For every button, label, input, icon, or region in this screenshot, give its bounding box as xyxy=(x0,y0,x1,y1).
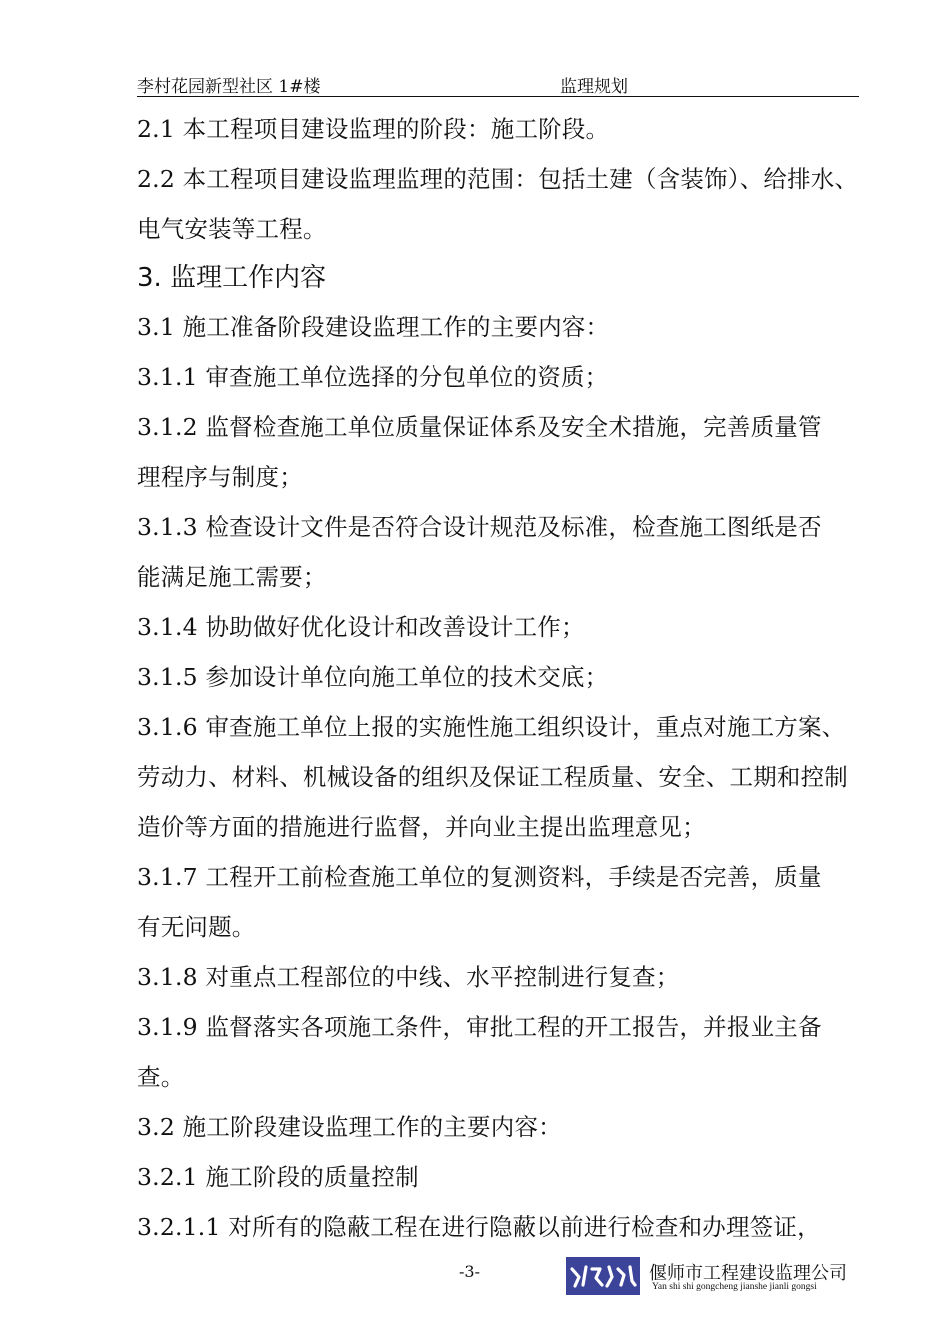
paragraph-line: 查。 xyxy=(137,1063,185,1091)
paragraph-line: 造价等方面的措施进行监督，并向业主提出监理意见； xyxy=(137,813,706,841)
paragraph-line: 3.2.1 施工阶段的质量控制 xyxy=(137,1163,419,1191)
document-body xyxy=(137,104,872,1252)
company-logo-mark-icon xyxy=(566,1257,640,1295)
paragraph-line: 能满足施工需要； xyxy=(137,563,327,591)
paragraph-line: 3.2 施工阶段建设监理工作的主要内容： xyxy=(137,1113,562,1141)
page-number: -3- xyxy=(459,1262,480,1281)
paragraph-line: 3.1.8 对重点工程部位的中线、水平控制进行复查； xyxy=(137,963,680,991)
page-header xyxy=(137,70,859,98)
paragraph-line: 3.1.3 检查设计文件是否符合设计规范及标准，检查施工图纸是否 xyxy=(137,513,822,541)
paragraph-line: 2.2 本工程项目建设监理监理的范围：包括土建（含装饰）、给排水、 xyxy=(137,165,859,193)
paragraph-line: 3.1.2 监督检查施工单位质量保证体系及安全术措施，完善质量管 xyxy=(137,413,822,441)
header-doc-title: 监理规划 xyxy=(560,77,628,97)
paragraph-line: 3.1.1 审查施工单位选择的分包单位的资质； xyxy=(137,363,609,391)
paragraph-line: 3.1.5 参加设计单位向施工单位的技术交底； xyxy=(137,663,609,691)
header-rule xyxy=(137,96,859,97)
paragraph-line: 3.1.6 审查施工单位上报的实施性施工组织设计，重点对施工方案、 xyxy=(137,713,846,741)
paragraph-line: 3.1 施工准备阶段建设监理工作的主要内容： xyxy=(137,313,610,341)
section-heading: 3. 监理工作内容 xyxy=(137,263,327,293)
paragraph-line: 电气安装等工程。 xyxy=(137,215,327,243)
company-name: 偃师市工程建设监理公司 xyxy=(649,1263,847,1284)
company-logo xyxy=(566,1257,640,1295)
paragraph-line: 理程序与制度； xyxy=(137,463,303,491)
company-pinyin: Yan shi shi gongcheng jianshe jianli gongsi xyxy=(652,1282,817,1292)
paragraph-line: 3.1.7 工程开工前检查施工单位的复测资料，手续是否完善，质量 xyxy=(137,863,822,891)
paragraph-line: 3.1.4 协助做好优化设计和改善设计工作； xyxy=(137,613,585,641)
paragraph-line: 劳动力、材料、机械设备的组织及保证工程质量、安全、工期和控制 xyxy=(137,763,848,791)
paragraph-line: 3.1.9 监督落实各项施工条件，审批工程的开工报告，并报业主备 xyxy=(137,1013,822,1041)
paragraph-line: 3.2.1.1 对所有的隐蔽工程在进行隐蔽以前进行检查和办理签证， xyxy=(137,1213,821,1241)
header-project-name: 李村花园新型社区 1#楼 xyxy=(137,77,321,97)
paragraph-line: 有无问题。 xyxy=(137,913,256,941)
paragraph-line: 2.1 本工程项目建设监理的阶段：施工阶段。 xyxy=(137,115,610,143)
